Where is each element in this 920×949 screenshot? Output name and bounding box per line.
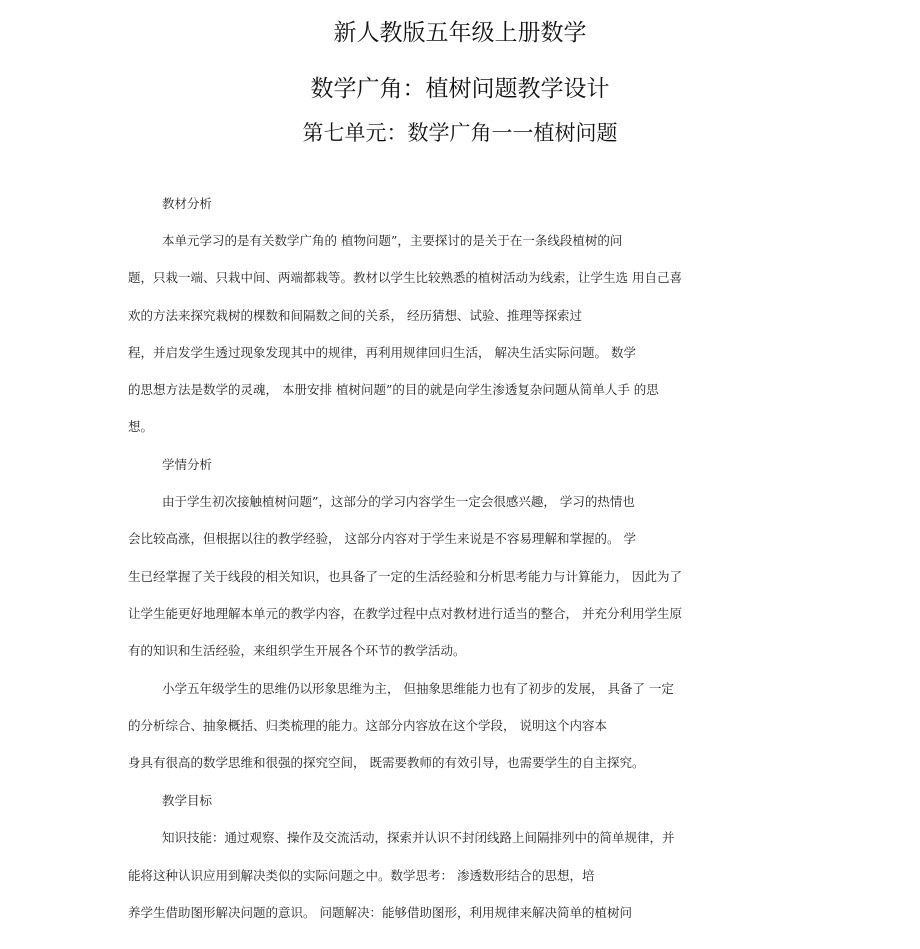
paragraph-line: 欢的方法来探究栽树的棵数和间隔数之间的关系， 经历猜想、试验、推理等探索过 [128, 308, 582, 323]
paragraph-line: 题，只栽一端、只栽中间、两端都栽等。教材以学生比较熟悉的植树活动为线索，让学生选 用自己喜 [128, 270, 682, 285]
paragraph-line: 让学生能更好地理解本单元的教学内容，在教学过程中点对教材进行适当的整合， 并充分利用学生原 [128, 606, 682, 621]
paragraph-line: 有的知识和生活经验，来组织学生开展各个环节的教学活动。 [128, 643, 466, 658]
paragraph-line: 想。 [128, 419, 154, 434]
section-heading-student-analysis: 学情分析 [162, 457, 213, 472]
paragraph-line: 小学五年级学生的思维仍以形象思维为主， 但抽象思维能力也有了初步的发展， 具备了 一定 [162, 681, 674, 696]
paragraph-line: 的思想方法是数学的灵魂， 本册安排 植树问题”的目的就是向学生渗透复杂问题从简单人手 的思 [128, 382, 659, 397]
paragraph-line: 的分析综合、抽象概括、归类梳理的能力。这部分内容放在这个学段， 说明这个内容本 [128, 718, 607, 733]
paragraph-line: 本单元学习的是有关数学广角的 植物问题”，主要探讨的是关于在一条线段植树的问 [162, 233, 623, 248]
section-heading-textbook-analysis: 教材分析 [162, 196, 213, 211]
paragraph-line: 身具有很高的数学思维和很强的探究空间， 既需要教师的有效引导，也需要学生的自主探究。 [128, 755, 645, 770]
paragraph-line: 知识技能：通过观察、操作及交流活动，探索并认识不封闭线路上间隔排列中的简单规律，并 [162, 830, 675, 845]
paragraph-line: 生已经掌握了关于线段的相关知识，也具备了一定的生活经验和分析思考能力与计算能力， 因此为了 [128, 569, 682, 584]
paragraph-line: 能将这种认识应用到解决类似的实际问题之中。数学思考： 渗透数形结合的思想，培 [128, 868, 595, 883]
document-title: 新人教版五年级上册数学 [333, 20, 587, 46]
paragraph-line: 由于学生初次接触植树问题”，这部分的学习内容学生一定会很感兴趣， 学习的热情也 [162, 494, 635, 509]
document-subtitle: 数学广角：植树问题教学设计 [310, 76, 610, 102]
section-heading-teaching-goals: 教学目标 [162, 793, 213, 808]
paragraph-line: 会比较高涨，但根据以往的教学经验， 这部分内容对于学生来说是不容易理解和掌握的。 学 [128, 531, 636, 546]
paragraph-line: 养学生借助图形解决问题的意识。 问题解决：能够借助图形，利用规律来解决简单的植树问 [128, 905, 632, 920]
paragraph-line: 程，并启发学生透过现象发现其中的规律，再利用规律回归生活， 解决生活实际问题。 数学 [128, 345, 636, 360]
unit-title: 第七单元：数学广角一一植树问题 [302, 121, 618, 145]
